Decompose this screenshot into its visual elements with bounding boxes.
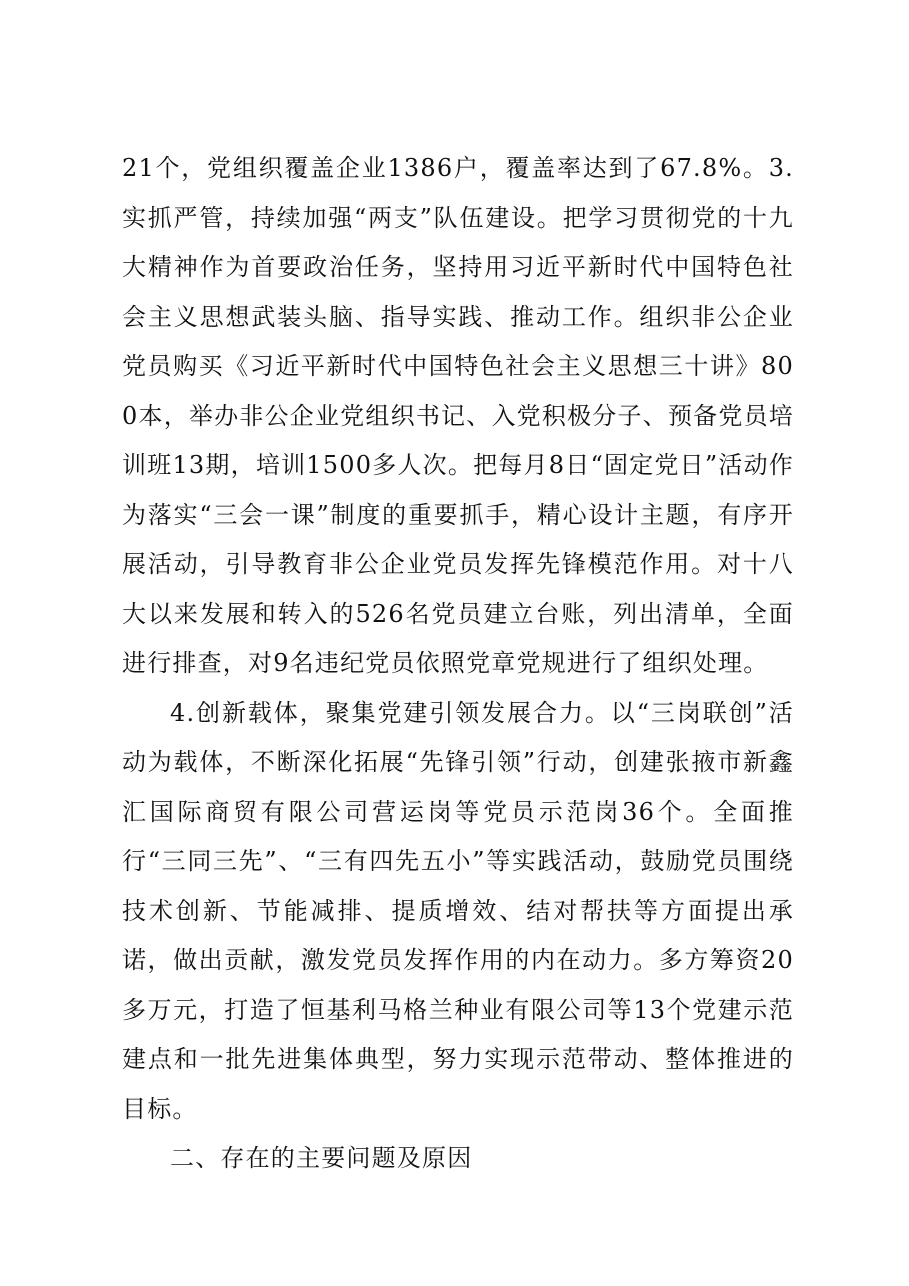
- paragraph-party-team-building: 21个，党组织覆盖企业1386户，覆盖率达到了67.8%。3.实抓严管，持续加强“两支”队伍建设。把学习贯彻党的十九大精神作为首要政治任务，坚持用习近平新时代中国特色社会主义思想武装头脑、指导实践、推动工作。组织非公企业党员购买《习近平新时代中国特色社会主义思想三十讲》800本，举办非公企业党组织书记、入党积极分子、预备党员培训班13期，培训1500多人次。把每月8日“固定党日”活动作为落实“三会一课”制度的重要抓手，精心设计主题，有序开展活动，引导教育非公企业党员发挥先锋模范作用。对十八大以来发展和转入的526名党员建立台账，列出清单，全面进行排查，对9名违纪党员依照党章党规进行了组织处理。: [122, 154, 794, 677]
- paragraph-innovation-carrier: 4.创新载体，聚集党建引领发展合力。以“三岗联创”活动为载体，不断深化拓展“先锋引领”行动，创建张掖市新鑫汇国际商贸有限公司营运岗等党员示范岗36个。全面推行“三同三先”、“三有四先五小”等实践活动，鼓励党员围绕技术创新、节能减排、提质增效、结对帮扶等方面提出承诺，做出贡献，激发党员发挥作用的内在动力。多方筹资20多万元，打造了恒基利马格兰种业有限公司等13个党建示范建点和一批先进集体典型，努力实现示范带动、整体推进的目标。: [122, 698, 794, 1123]
- section-heading-problems: 二、存在的主要问题及原因: [170, 1144, 473, 1172]
- document-body: [122, 144, 794, 1184]
